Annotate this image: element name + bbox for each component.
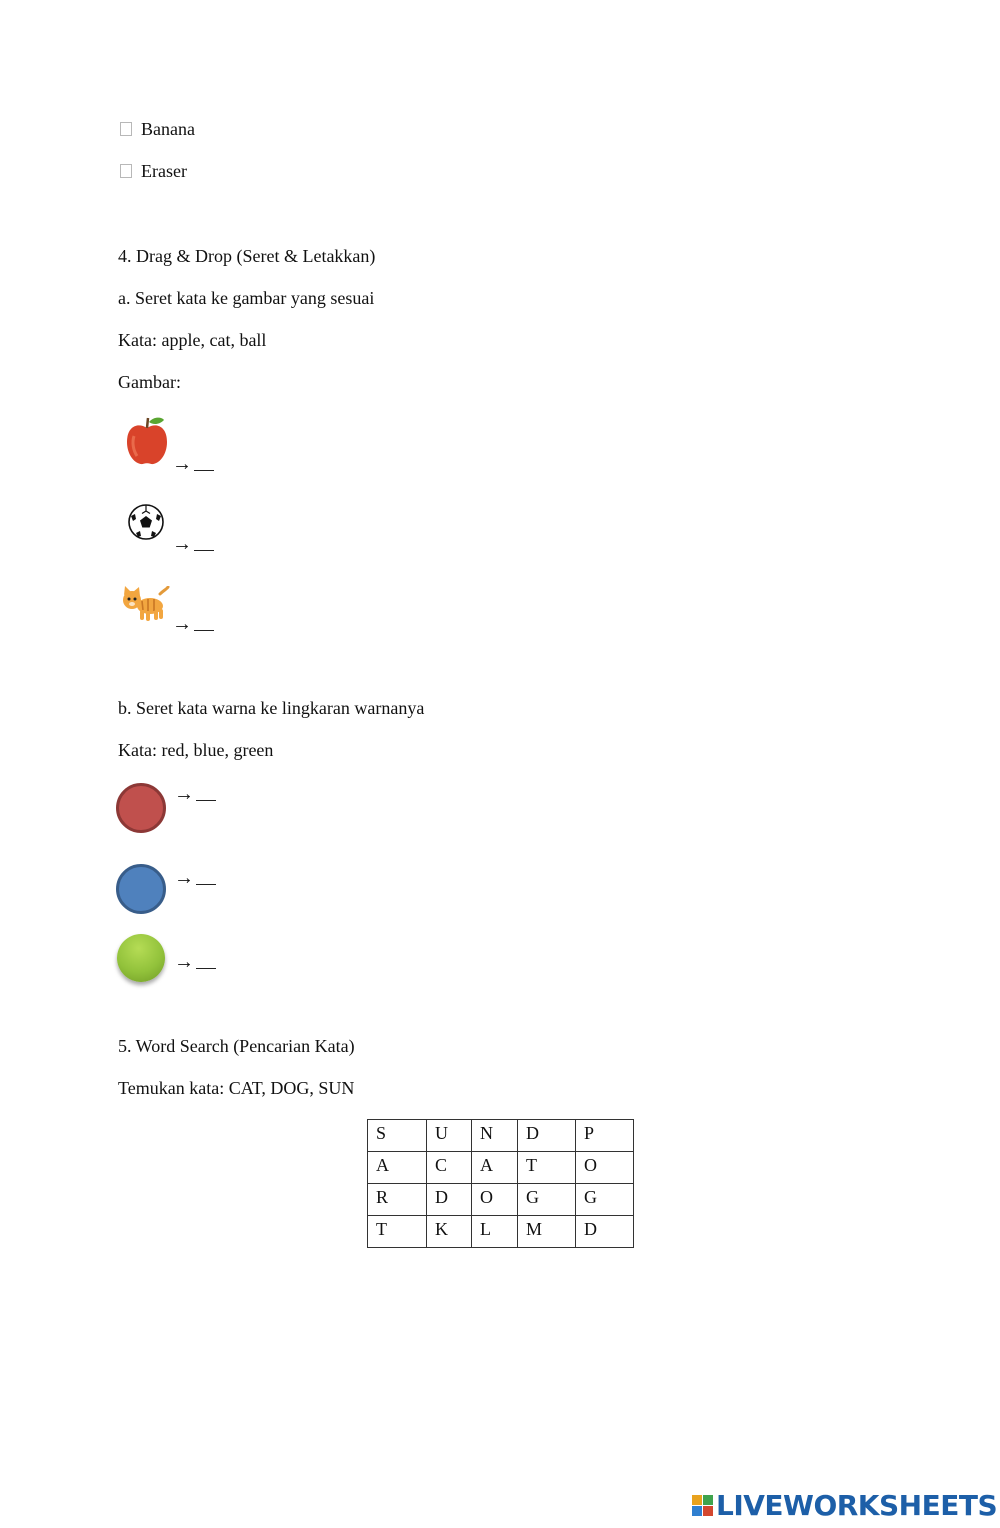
- grid-cell[interactable]: T: [368, 1216, 427, 1248]
- grid-cell[interactable]: L: [472, 1216, 518, 1248]
- apple-icon: [124, 414, 170, 466]
- part-b-words: Kata: red, blue, green: [118, 740, 274, 760]
- grid-cell[interactable]: K: [427, 1216, 472, 1248]
- grid-cell[interactable]: R: [368, 1184, 427, 1216]
- blue-circle: [116, 864, 166, 914]
- checkbox-icon[interactable]: [120, 164, 132, 178]
- grid-cell[interactable]: C: [427, 1152, 472, 1184]
- arrow-icon: →: [174, 783, 194, 805]
- grid-cell[interactable]: M: [518, 1216, 576, 1248]
- arrow-icon: →: [174, 867, 194, 889]
- grid-cell[interactable]: G: [518, 1184, 576, 1216]
- part-a-instruction: a. Seret kata ke gambar yang sesuai: [118, 288, 375, 308]
- word-search-instruction: Temukan kata: CAT, DOG, SUN: [118, 1078, 355, 1098]
- answer-blank[interactable]: [196, 784, 216, 801]
- part-a-images-label: Gambar:: [118, 372, 181, 392]
- red-circle: [116, 783, 166, 833]
- cat-icon: [120, 586, 172, 626]
- logo-mark-icon: [692, 1495, 713, 1516]
- grid-cell[interactable]: P: [576, 1120, 634, 1152]
- green-answer-slot[interactable]: [174, 951, 216, 973]
- grid-row: [368, 1152, 634, 1184]
- word-search-grid: [367, 1119, 634, 1248]
- part-b-instruction: b. Seret kata warna ke lingkaran warnanya: [118, 698, 425, 718]
- ball-answer-slot[interactable]: [172, 533, 214, 555]
- logo-wordmark: LIVEWORKSHEETS: [716, 1488, 998, 1522]
- arrow-icon: →: [172, 453, 192, 475]
- checkbox-icon[interactable]: [120, 122, 132, 136]
- grid-cell[interactable]: A: [472, 1152, 518, 1184]
- grid-cell[interactable]: G: [576, 1184, 634, 1216]
- grid-cell[interactable]: U: [427, 1120, 472, 1152]
- red-answer-slot[interactable]: [174, 783, 216, 805]
- checklist-label: Eraser: [141, 161, 187, 181]
- grid-row: [368, 1184, 634, 1216]
- answer-blank[interactable]: [194, 534, 214, 551]
- answer-blank[interactable]: [196, 952, 216, 969]
- grid-cell[interactable]: T: [518, 1152, 576, 1184]
- grid-cell[interactable]: A: [368, 1152, 427, 1184]
- section-5-title: 5. Word Search (Pencarian Kata): [118, 1036, 355, 1056]
- grid-row: [368, 1120, 634, 1152]
- part-a-words: Kata: apple, cat, ball: [118, 330, 267, 350]
- arrow-icon: →: [174, 951, 194, 973]
- answer-blank[interactable]: [196, 868, 216, 885]
- arrow-icon: →: [172, 533, 192, 555]
- grid-cell[interactable]: D: [576, 1216, 634, 1248]
- grid-cell[interactable]: D: [427, 1184, 472, 1216]
- grid-cell[interactable]: O: [472, 1184, 518, 1216]
- liveworksheets-logo: [692, 1488, 997, 1522]
- grid-cell[interactable]: D: [518, 1120, 576, 1152]
- checklist-label: Banana: [141, 119, 195, 139]
- grid-cell[interactable]: O: [576, 1152, 634, 1184]
- cat-answer-slot[interactable]: [172, 613, 214, 635]
- grid-cell[interactable]: N: [472, 1120, 518, 1152]
- blue-answer-slot[interactable]: [174, 867, 216, 889]
- arrow-icon: →: [172, 613, 192, 635]
- checklist-item-banana[interactable]: [118, 118, 195, 140]
- section-4-title: 4. Drag & Drop (Seret & Letakkan): [118, 246, 376, 266]
- answer-blank[interactable]: [194, 454, 214, 471]
- grid-cell[interactable]: S: [368, 1120, 427, 1152]
- apple-answer-slot[interactable]: [172, 453, 214, 475]
- green-circle: [117, 934, 165, 982]
- answer-blank[interactable]: [194, 614, 214, 631]
- checklist-item-eraser[interactable]: [118, 160, 187, 182]
- soccer-ball-icon: [127, 503, 165, 541]
- grid-row: [368, 1216, 634, 1248]
